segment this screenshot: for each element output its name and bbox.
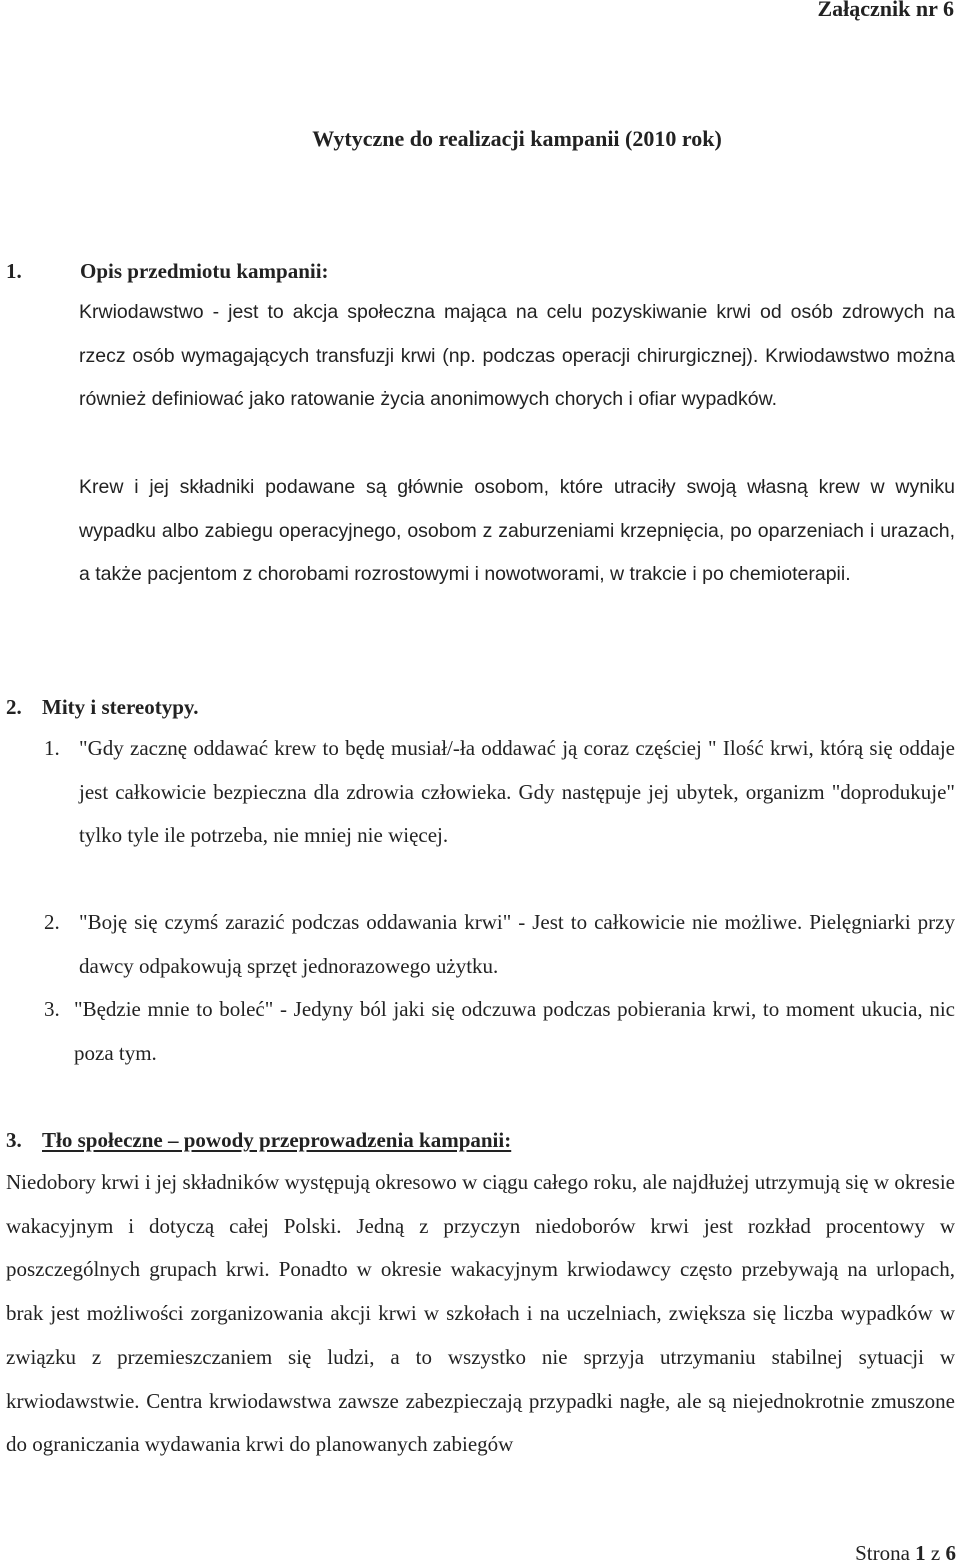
- section-2-title: Mity i stereotypy.: [42, 695, 199, 719]
- myth-number: 3.: [44, 997, 60, 1021]
- section-2-number: 2.: [6, 695, 22, 719]
- section-3-number: 3.: [6, 1128, 22, 1152]
- section-2-heading: [6, 692, 199, 722]
- page-of: z: [930, 1541, 941, 1565]
- section-1-paragraph-1: Krwiodawstwo - jest to akcja społeczna mająca na celu pozyskiwanie krwi od osób zdrowych na rzecz osób wymagających transfuzji krwi (np. podczas operacji chirurgicznej). Krwiodawstwo można również definiować jako ratowanie życia anonimowych chorych i ofiar wypadków.: [79, 301, 955, 411]
- myth-number: 1.: [44, 736, 60, 760]
- page-footer: [855, 1538, 956, 1568]
- myth-number: 2.: [44, 910, 60, 934]
- section-3-title: Tło społeczne – powody przeprowadzenia kampanii:: [42, 1128, 512, 1152]
- section-1-title: Opis przedmiotu kampanii:: [80, 259, 329, 283]
- myth-item: "Boję się czymś zarazić podczas oddawania krwi" - Jest to całkowicie nie możliwe. Pielęgniarki przy dawcy odpakowują sprzęt jednorazowego użytku.: [79, 910, 955, 978]
- myth-item: "Będzie mnie to boleć" - Jedyny ból jaki się odczuwa podczas pobierania krwi, to moment ukucia, nic poza tym.: [74, 997, 955, 1065]
- section-3-heading: [6, 1125, 511, 1155]
- section-1-heading: [6, 256, 329, 286]
- annex-label: Załącznik nr 6: [817, 0, 954, 21]
- section-3-paragraph: Niedobory krwi i jej składników występują okresowo w ciągu całego roku, ale najdłużej utrzymują się w okresie wakacyjnym i dotyczą całej Polski. Jedną z przyczyn niedoborów krwi jest rozkład procentowy w poszczególnych grupach krwi. Ponadto w okresie wakacyjnym krwiodawcy często przebywają na urlopach, brak jest możliwości zorganizowania akcji krwi w szkołach i na uczelniach, zwiększa się liczba wypadków w związku z przemieszczaniem się ludzi, a to wszystko nie sprzyja utrzymaniu stabilnej sytuacji w krwiodawstwie. Centra krwiodawstwa zawsze zabezpieczają przypadki nagłe, ale są niejednokrotnie zmuszone do ograniczania wydawania krwi do planowanych zabiegów: [6, 1170, 955, 1457]
- page-total: 6: [945, 1541, 956, 1565]
- section-1-number: 1.: [6, 259, 22, 283]
- myth-item: "Gdy zacznę oddawać krew to będę musiał/-ła oddawać ją coraz częściej " Ilość krwi, którą się oddaje jest całkowicie bezpieczna dla zdrowia człowieka. Gdy następuje jej ubytek, organizm "doprodukuje" tylko tyle ile potrzeba, nie mniej nie więcej.: [79, 736, 955, 848]
- page-label: Strona: [855, 1541, 910, 1565]
- page-current: 1: [915, 1541, 926, 1565]
- document-title: Wytyczne do realizacji kampanii (2010 rok): [312, 126, 722, 151]
- section-1-paragraph-2: Krew i jej składniki podawane są głównie osobom, które utraciły swoją własną krew w wyniku wypadku albo zabiegu operacyjnego, osobom z zaburzeniami krzepnięcia, po oparzeniach i urazach, a także pacjentom z chorobami rozrostowymi i nowotworami, w trakcie i po chemioterapii.: [79, 476, 955, 586]
